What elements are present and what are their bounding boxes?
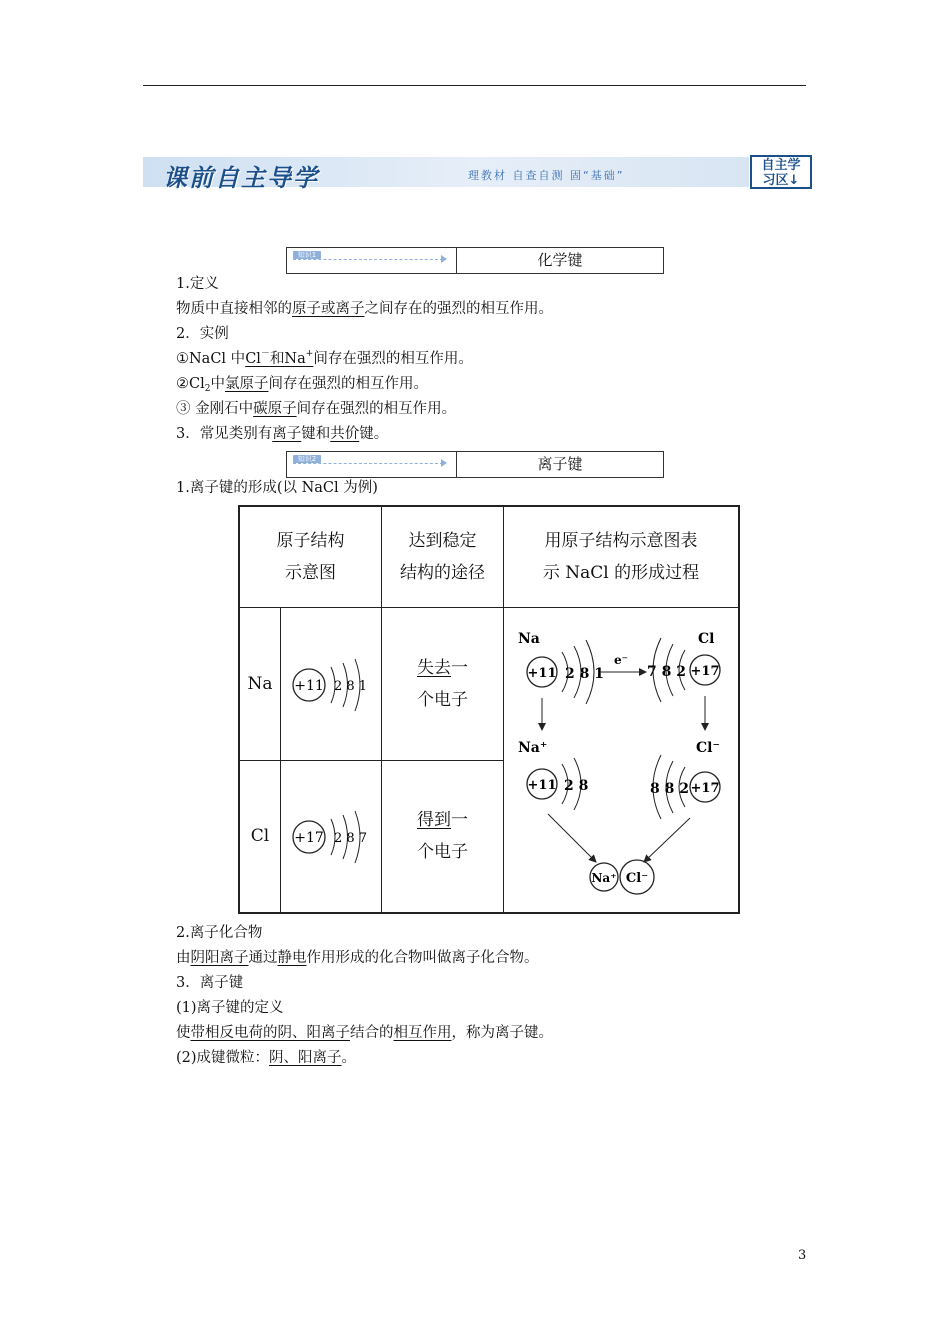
svg-text:+17: +17	[690, 781, 720, 796]
section-bar-ionic-bond	[286, 451, 664, 478]
example-2: $②Cl_2$中氯原子间存在强烈的相互作用。	[176, 376, 428, 394]
svg-text:2 8 1: 2 8 1	[334, 678, 368, 694]
svg-text:+11: +11	[527, 666, 557, 681]
svg-text:2 8 7: 2 8 7	[334, 831, 368, 847]
svg-text:2 8: 2 8	[564, 778, 589, 794]
svg-text:8 8 2: 8 8 2	[650, 781, 689, 797]
definition-text: 物质中直接相邻的原子或离子之间存在的强烈的相互作用。	[176, 301, 553, 317]
bonding-particles: (2)成键微粒：阴、阳离子。	[176, 1050, 357, 1066]
svg-text:+11: +11	[527, 778, 557, 793]
formation-process-diagram	[504, 608, 740, 914]
header-cell-process: 用原子结构示意图表 示 NaCl 的形成过程	[504, 506, 740, 608]
examples-heading: 2．实例	[176, 326, 229, 342]
svg-text:+11: +11	[294, 677, 324, 694]
knowledge-tag: 知识1	[293, 251, 321, 259]
study-zone-badge	[750, 155, 812, 189]
formation-heading: 1.离子键的形成(以 NaCl 为例)	[176, 480, 378, 496]
example-1: ①NaCl 中Cl－和Na+间存在强烈的相互作用。	[176, 349, 473, 367]
compound-heading: 2.离子化合物	[176, 925, 263, 941]
cl-route: 得到一 个电子	[382, 760, 504, 913]
svg-text:Cl: Cl	[698, 631, 715, 647]
definition-heading: 1.定义	[176, 276, 219, 292]
header-rule	[143, 85, 806, 86]
badge-line1: 自主学	[761, 158, 801, 173]
section-banner	[143, 157, 749, 192]
na-route: 失去一 个电子	[382, 608, 504, 761]
cl-atom-structure	[281, 760, 382, 913]
header-cell-diagram: 原子结构 示意图	[239, 506, 382, 608]
svg-text:+17: +17	[294, 830, 324, 847]
example-3: ③ 金刚石中碳原子间存在强烈的相互作用。	[176, 401, 457, 417]
banner-title: 课前自主导学	[163, 163, 319, 192]
badge-line2: 习区↓	[762, 173, 800, 188]
svg-text:Cl⁻: Cl⁻	[625, 871, 649, 886]
arrowhead-icon	[441, 255, 447, 263]
svg-text:Cl⁻: Cl⁻	[696, 740, 720, 756]
na-atom-structure	[281, 608, 382, 761]
arrow-icon	[293, 463, 443, 464]
section-title: 化学键	[537, 251, 583, 269]
svg-text:+17: +17	[690, 664, 720, 679]
ionic-formation-table	[238, 505, 740, 914]
definition-subheading: (1)离子键的定义	[176, 1000, 284, 1016]
ionic-bond-definition: 使带相反电荷的阴、阳离子结合的相互作用，称为离子键。	[176, 1025, 553, 1041]
section-bar-chemical-bond	[286, 247, 664, 274]
svg-text:7 8 2: 7 8 2	[647, 664, 686, 680]
bond-heading: 3．离子键	[176, 975, 244, 991]
banner-slogan: 理教材 自查自测 固“基础”	[468, 169, 625, 182]
knowledge-tag: 知识2	[293, 455, 321, 463]
page-number: 3	[798, 1248, 807, 1263]
arrow-icon	[293, 259, 443, 260]
header-cell-route: 达到稳定 结构的途径	[382, 506, 504, 608]
element-cl: Cl	[239, 760, 281, 913]
svg-text:Na⁺: Na⁺	[518, 740, 548, 756]
svg-text:Na⁺: Na⁺	[591, 871, 617, 885]
svg-text:e⁻: e⁻	[614, 653, 628, 667]
categories-text: 3．常见类别有离子键和共价键。	[176, 426, 389, 442]
section-title: 离子键	[537, 455, 583, 473]
element-na: Na	[239, 608, 281, 761]
compound-text: 由阴阳离子通过静电作用形成的化合物叫做离子化合物。	[176, 950, 539, 966]
arrowhead-icon	[441, 459, 447, 467]
svg-text:Na: Na	[518, 631, 540, 647]
svg-text:2 8 1: 2 8 1	[565, 666, 604, 682]
